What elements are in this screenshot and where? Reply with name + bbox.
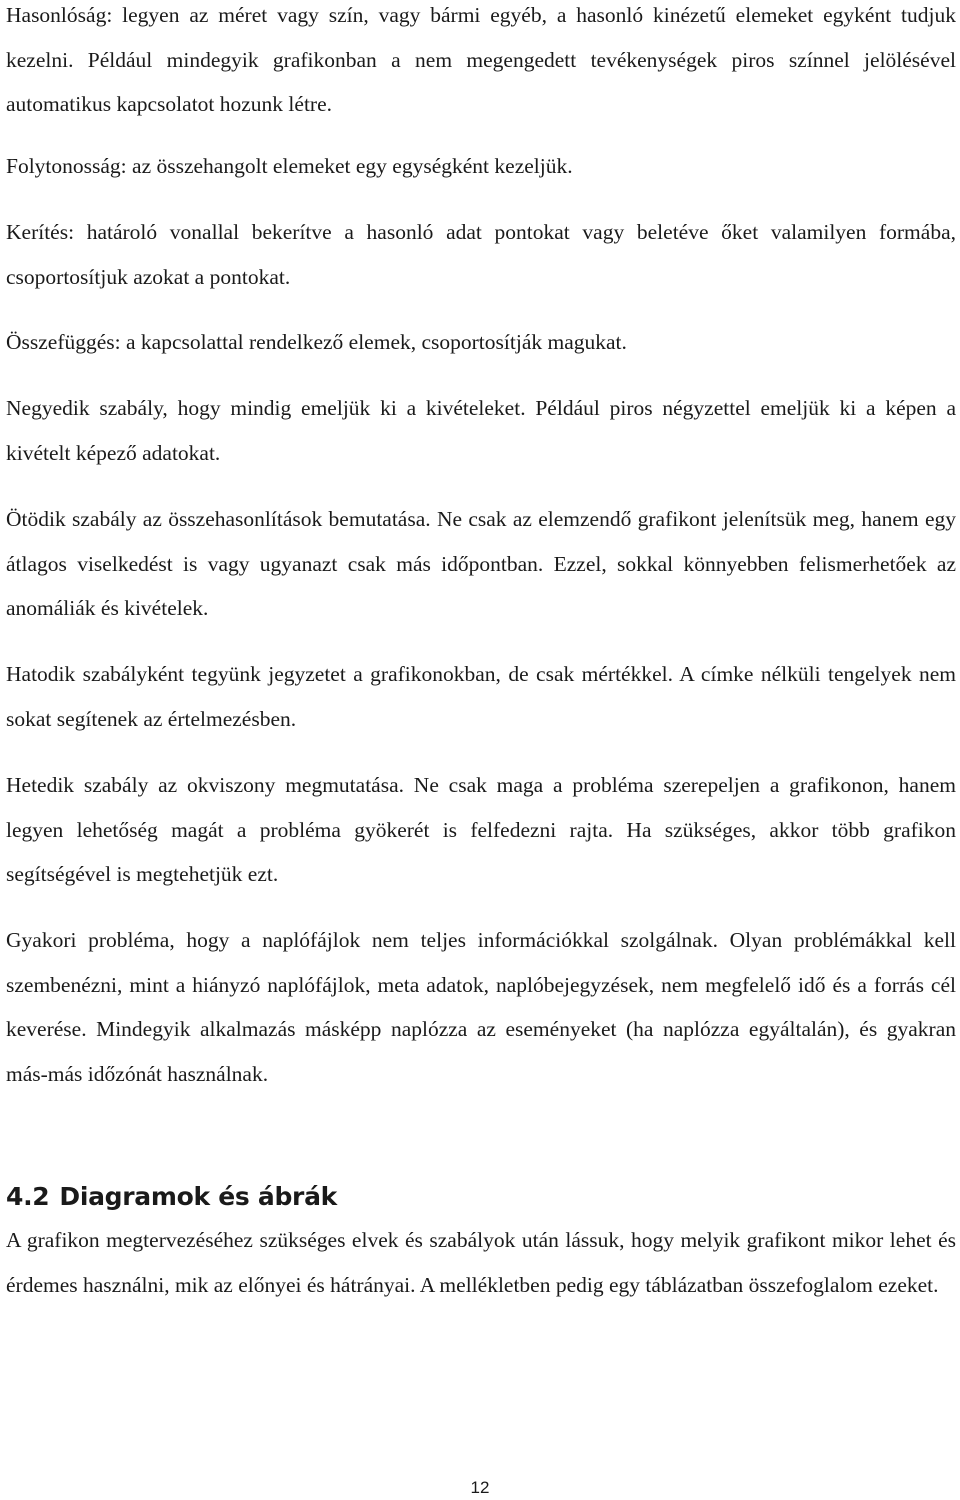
paragraph-continuity: Folytonosság: az összehangolt elemeket egy egységként kezeljük.: [6, 154, 573, 178]
section-number: 4.2: [6, 1182, 50, 1211]
section-heading: [6, 1175, 337, 1219]
paragraph-connection: Összefüggés: a kapcsolattal rendelkező elemek, csoportosítják magukat.: [6, 330, 627, 354]
paragraph-rule-six: Hatodik szabályként tegyünk jegyzetet a grafikonokban, de csak mértékkel. A címke nélküli tengelyek nem sokat segítenek az értelmezésben.: [6, 662, 956, 731]
paragraph-section-intro: A grafikon megtervezéséhez szükséges elvek és szabályok után lássuk, hogy melyik grafikont mikor lehet és érdemes használni, mik az előnyei és hátrányai. A mellékletben pedig egy táblázatban összefoglalom ezeket.: [6, 1228, 956, 1297]
paragraph-enclosure: Kerítés: határoló vonallal bekerítve a hasonló adat pontokat vagy beletéve őket valamilyen formába, csoportosítjuk azokat a pontokat.: [6, 220, 956, 289]
paragraph-rule-four: Negyedik szabály, hogy mindig emeljük ki a kivételeket. Például piros négyzettel emeljük ki a képen a kivételt képező adatokat.: [6, 396, 956, 465]
paragraph-similarity: Hasonlóság: legyen az méret vagy szín, vagy bármi egyéb, a hasonló kinézetű elemeket egyként tudjuk kezelni. Például mindegyik grafikonban a nem megengedett tevékenységek piros színnel jelölésével automatikus kapcsolatot hozunk létre.: [6, 3, 956, 116]
paragraph-log-problems: Gyakori probléma, hogy a naplófájlok nem teljes információkkal szolgálnak. Olyan problémákkal kell szembenézni, mint a hiányzó naplófájlok, meta adatok, naplóbejegyzések, nem megfelelő idő és a forrás cél keverése. Mindegyik alkalmazás másképp naplózza az eseményeket (ha naplózza egyáltalán), és gyakran más-más időzónát használnak.: [6, 928, 956, 1086]
paragraph-rule-five: Ötödik szabály az összehasonlítások bemutatása. Ne csak az elemzendő grafikont jelenítsük meg, hanem egy átlagos viselkedést is vagy ugyanazt csak más időpontban. Ezzel, sokkal könnyebben felismerhetőek az anomáliák és kivételek.: [6, 507, 956, 620]
section-title: Diagramok és ábrák: [59, 1182, 337, 1211]
paragraph-rule-seven: Hetedik szabály az okviszony megmutatása. Ne csak maga a probléma szerepeljen a grafikonon, hanem legyen lehetőség magát a probléma gyökerét is felfedezni rajta. Ha szükséges, akkor több grafikon segítségével is megtehetjük ezt.: [6, 773, 956, 886]
page-number: 12: [470, 1478, 490, 1497]
